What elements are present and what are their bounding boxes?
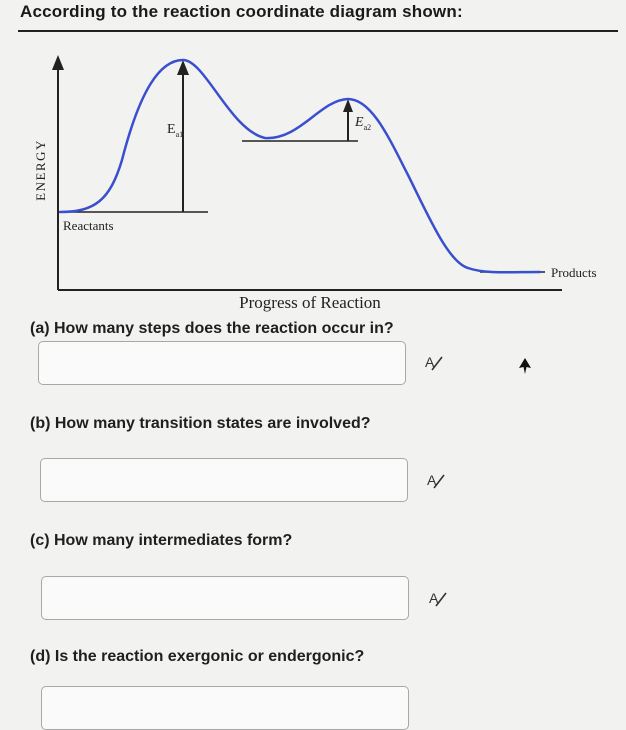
ea1-main: E — [167, 122, 176, 137]
ea2-main: E — [355, 115, 364, 130]
answer-input-c[interactable] — [41, 576, 409, 620]
text-format-icon[interactable] — [425, 470, 447, 492]
question-c-label: (c) How many intermediates form? — [30, 532, 293, 549]
reactants-label: Reactants — [63, 218, 114, 233]
ea2-arrowhead — [343, 99, 353, 112]
question-d-label: (d) Is the reaction exergonic or endergonic? — [30, 648, 365, 665]
ea2-sub: a2 — [363, 123, 372, 132]
page-title: According to the reaction coordinate diagram shown: — [20, 2, 463, 21]
text-format-icon[interactable] — [423, 352, 445, 374]
answer-input-a[interactable] — [38, 341, 406, 385]
y-axis-arrow — [52, 55, 64, 70]
products-label: Products — [551, 265, 597, 280]
question-a-label: (a) How many steps does the reaction occur in? — [30, 320, 394, 337]
answer-input-b[interactable] — [40, 458, 408, 502]
text-format-icon[interactable] — [427, 588, 449, 610]
y-axis-label: ENERGY — [33, 139, 48, 201]
ea1-arrowhead — [177, 60, 189, 75]
svg-text:A: A — [429, 590, 439, 606]
question-b-label: (b) How many transition states are involved? — [30, 415, 371, 432]
answer-input-d[interactable] — [41, 686, 409, 730]
x-axis-label: Progress of Reaction — [239, 293, 381, 312]
ea1-sub: a1 — [175, 130, 184, 139]
svg-text:A: A — [427, 472, 437, 488]
svg-text:A: A — [425, 354, 435, 370]
ea1-label — [167, 122, 183, 139]
mouse-cursor-icon — [518, 356, 532, 376]
energy-curve — [60, 60, 540, 272]
reaction-coordinate-diagram — [0, 0, 626, 320]
ea2-label — [354, 115, 371, 132]
